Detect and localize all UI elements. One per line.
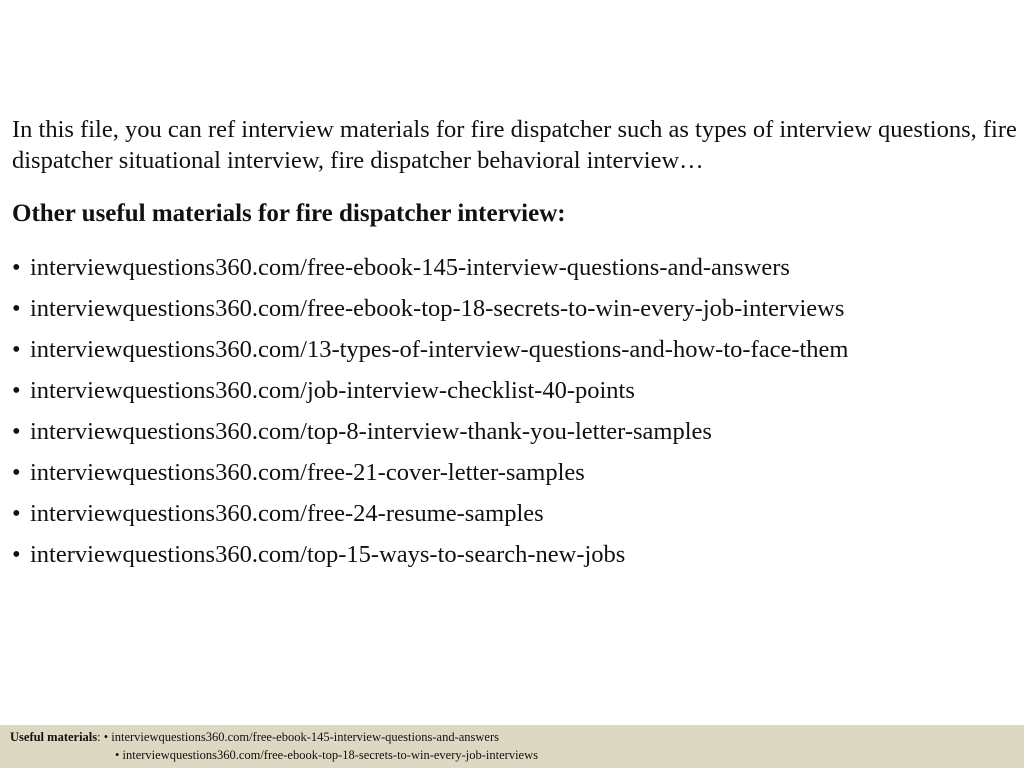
list-item bbox=[12, 539, 848, 580]
link-text[interactable]: interviewquestions360.com/13-types-of-interview-questions-and-how-to-face-them bbox=[30, 336, 849, 363]
bullet-icon: • bbox=[12, 541, 21, 568]
bullet-icon: • bbox=[12, 254, 21, 281]
bullet-icon: • bbox=[12, 459, 21, 486]
link-text[interactable]: interviewquestions360.com/free-24-resume-samples bbox=[30, 500, 544, 527]
intro-paragraph: In this file, you can ref interview materials for fire dispatcher such as types of interview questions, fire dispatcher situational interview, fire dispatcher behavioral interview… bbox=[12, 116, 1017, 174]
bullet-icon: • bbox=[12, 418, 21, 445]
footer-row bbox=[115, 747, 538, 764]
link-text[interactable]: interviewquestions360.com/top-15-ways-to-search-new-jobs bbox=[30, 541, 626, 568]
list-item bbox=[12, 498, 848, 539]
bullet-icon: • bbox=[12, 295, 21, 322]
footer-separator: : bbox=[97, 730, 104, 744]
list-item bbox=[12, 293, 848, 334]
list-item bbox=[12, 457, 848, 498]
footer-link[interactable]: interviewquestions360.com/free-ebook-top-18-secrets-to-win-every-job-interviews bbox=[122, 748, 539, 762]
link-text[interactable]: interviewquestions360.com/free-ebook-top-18-secrets-to-win-every-job-interviews bbox=[30, 295, 845, 322]
bullet-icon: • bbox=[115, 748, 120, 762]
link-text[interactable]: interviewquestions360.com/free-21-cover-letter-samples bbox=[30, 459, 585, 486]
section-heading: Other useful materials for fire dispatcher interview: bbox=[12, 200, 566, 227]
link-text[interactable]: interviewquestions360.com/free-ebook-145-interview-questions-and-answers bbox=[30, 254, 790, 281]
link-text[interactable]: interviewquestions360.com/top-8-interview-thank-you-letter-samples bbox=[30, 418, 712, 445]
list-item bbox=[12, 375, 848, 416]
list-item bbox=[12, 252, 848, 293]
link-text[interactable]: interviewquestions360.com/job-interview-checklist-40-points bbox=[30, 377, 635, 404]
footer-label: Useful materials bbox=[10, 730, 98, 744]
footer-row bbox=[10, 729, 499, 746]
bullet-icon: • bbox=[12, 500, 21, 527]
bullet-icon: • bbox=[103, 730, 109, 744]
footer-bar bbox=[0, 725, 1024, 768]
list-item bbox=[12, 416, 848, 457]
list-item bbox=[12, 334, 848, 375]
links-list bbox=[12, 252, 848, 580]
bullet-icon: • bbox=[12, 336, 21, 363]
bullet-icon: • bbox=[12, 377, 21, 404]
footer-link[interactable]: interviewquestions360.com/free-ebook-145-interview-questions-and-answers bbox=[111, 730, 499, 744]
